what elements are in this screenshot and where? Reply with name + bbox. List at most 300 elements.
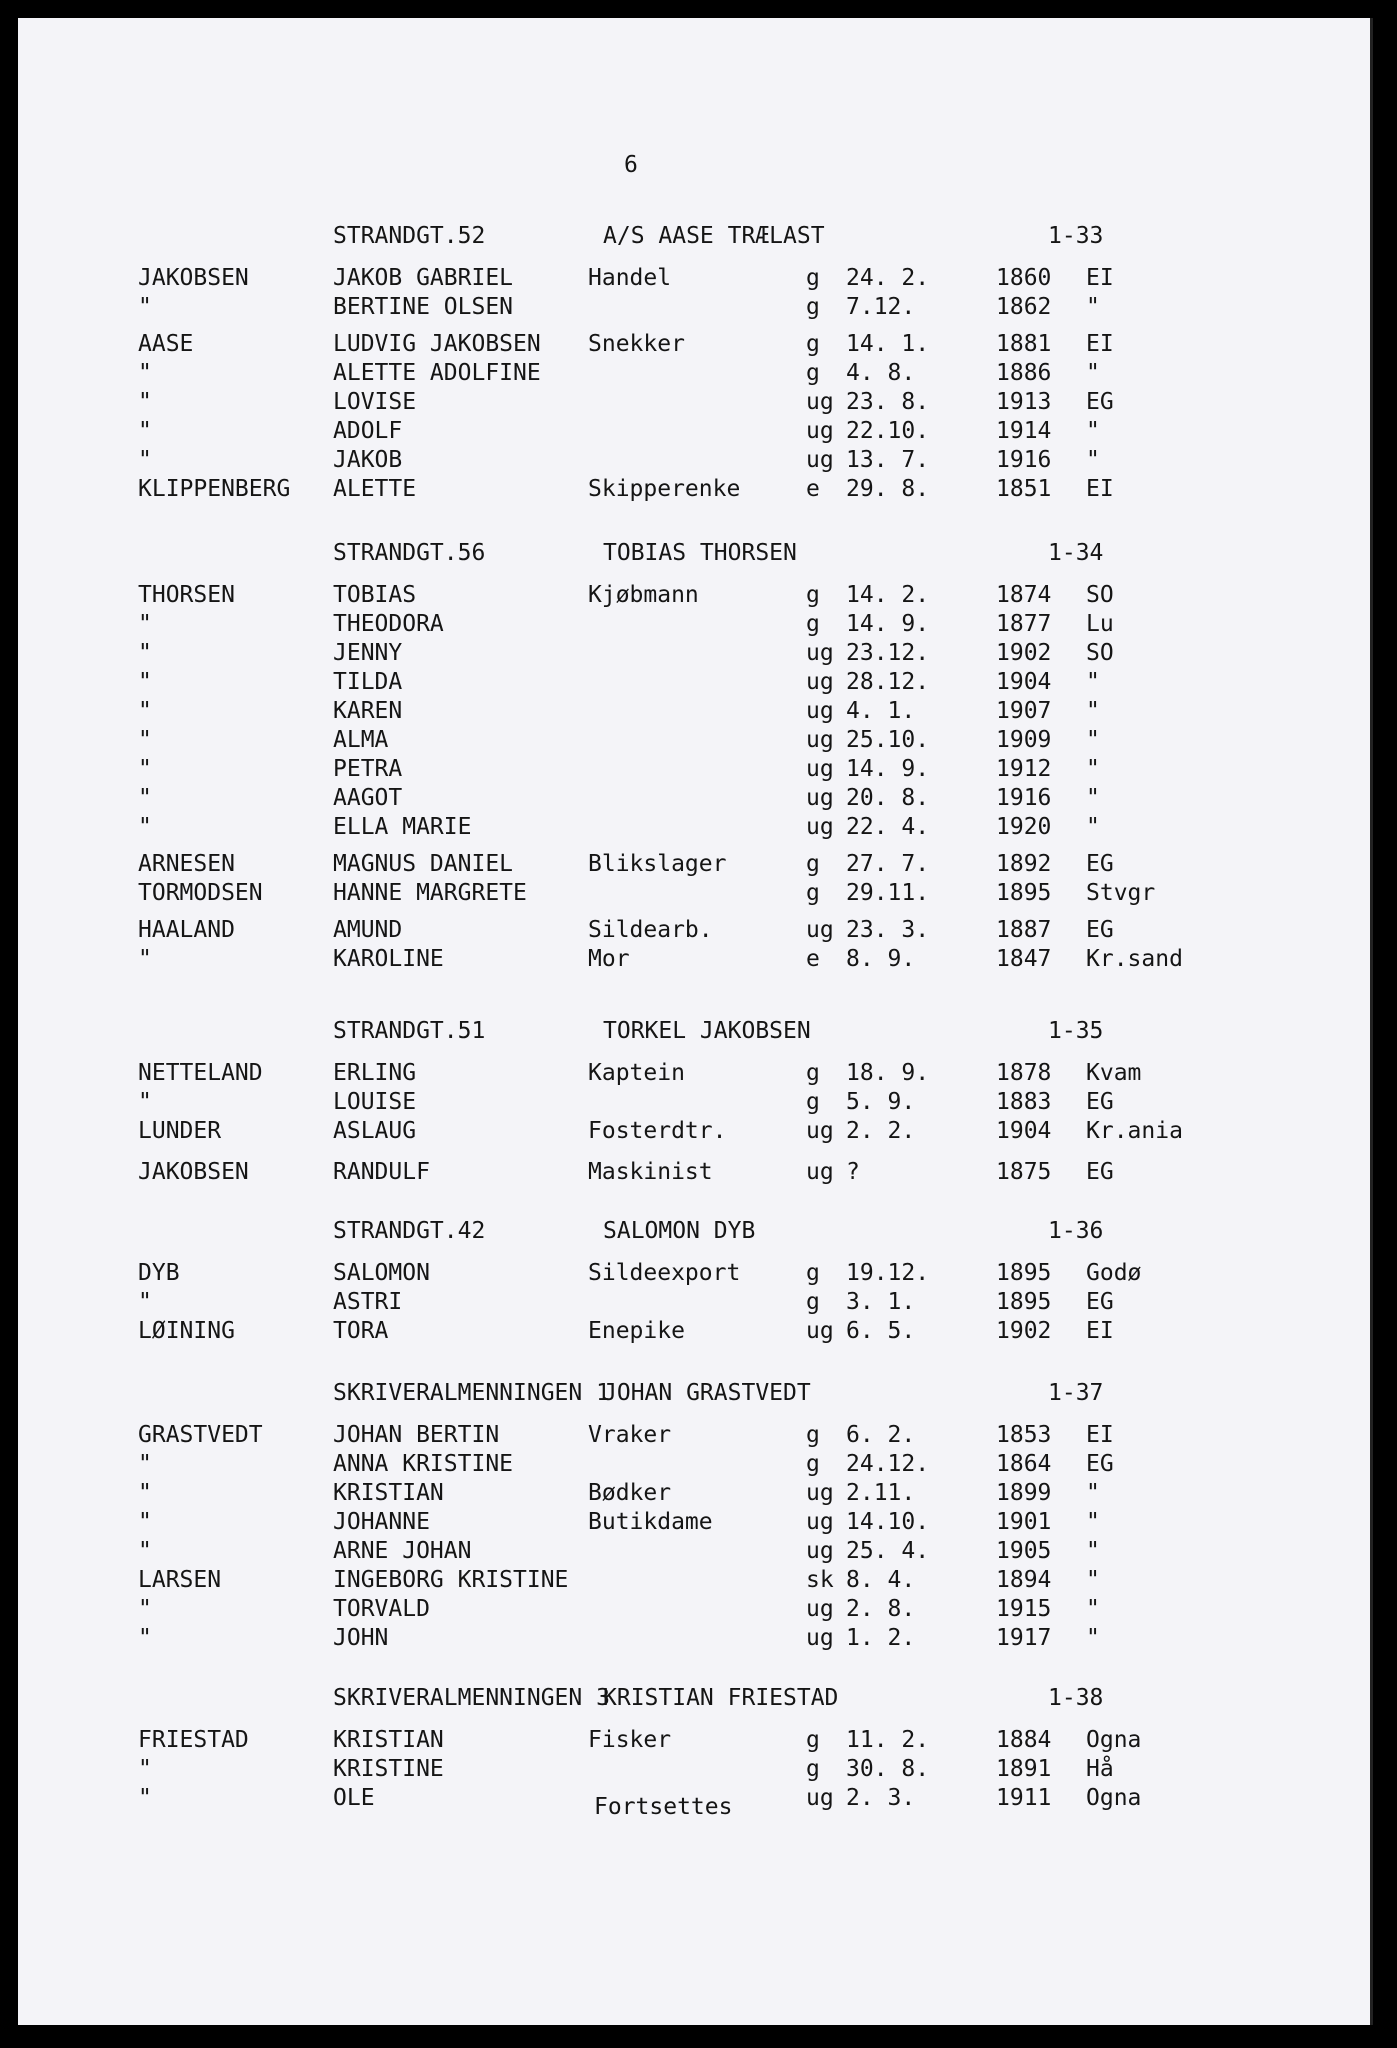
surname-cell: " [138,1509,152,1535]
date-cell: 22. 4. [846,814,930,840]
person-row [18,1089,1373,1117]
status-cell: ug [806,1785,834,1811]
date-cell: 13. 7. [846,447,930,473]
year-cell: 1884 [996,1727,1052,1753]
person-row [18,360,1373,388]
status-cell: ug [806,1480,834,1506]
surname-cell: " [138,360,152,386]
year-cell: 1851 [996,476,1052,502]
year-cell: 1862 [996,294,1052,320]
occupation-cell: Butikdame [588,1509,713,1535]
status-cell: g [806,1756,820,1782]
year-cell: 1892 [996,851,1052,877]
given-cell: JOHAN BERTIN [333,1422,500,1448]
place-cell: EI [1086,331,1114,357]
occupation-cell: Blikslager [588,851,727,877]
street-address: STRANDGT.42 [333,1218,486,1244]
surname-cell: " [138,1538,152,1564]
occupation-cell: Fosterdtr. [588,1118,727,1144]
property-owner: TORKEL JAKOBSEN [603,1018,811,1044]
year-cell: 1907 [996,698,1052,724]
status-cell: ug [806,1538,834,1564]
year-cell: 1894 [996,1567,1052,1593]
status-cell: e [806,946,820,972]
place-cell: " [1086,785,1100,811]
street-address: STRANDGT.52 [333,223,486,249]
place-cell: " [1086,360,1100,386]
status-cell: g [806,1289,820,1315]
status-cell: g [806,1260,820,1286]
place-cell: " [1086,1596,1100,1622]
person-row [18,669,1373,697]
surname-cell: LARSEN [138,1567,222,1593]
surname-cell: " [138,1625,152,1651]
surname-cell: " [138,640,152,666]
status-cell: ug [806,1318,834,1344]
person-row [18,389,1373,417]
date-cell: 4. 1. [846,698,916,724]
person-row [18,946,1373,974]
person-row [18,331,1373,359]
surname-cell: " [138,418,152,444]
date-cell: 27. 7. [846,851,930,877]
date-cell: 23. 8. [846,389,930,415]
status-cell: ug [806,447,834,473]
person-row [18,1756,1373,1784]
status-cell: ug [806,727,834,753]
status-cell: g [806,1422,820,1448]
date-cell: 23. 3. [846,917,930,943]
person-row [18,1451,1373,1479]
year-cell: 1902 [996,640,1052,666]
person-row [18,640,1373,668]
date-cell: 29.11. [846,880,930,906]
place-cell: EG [1086,1089,1114,1115]
given-cell: KRISTIAN [333,1727,444,1753]
surname-cell: ARNESEN [138,851,235,877]
status-cell: ug [806,1159,834,1185]
person-row [18,1567,1373,1595]
status-cell: ug [806,756,834,782]
place-cell: " [1086,1509,1100,1535]
person-row [18,1509,1373,1537]
occupation-cell: Mor [588,946,630,972]
year-cell: 1904 [996,1118,1052,1144]
given-cell: RANDULF [333,1159,430,1185]
given-cell: BERTINE OLSEN [333,294,514,320]
place-cell: Kr.ania [1086,1118,1183,1144]
year-cell: 1901 [996,1509,1052,1535]
occupation-cell: Maskinist [588,1159,713,1185]
person-row [18,814,1373,842]
property-owner: SALOMON DYB [603,1218,756,1244]
given-cell: LOUISE [333,1089,417,1115]
place-cell: " [1086,756,1100,782]
date-cell: 14. 2. [846,582,930,608]
person-row [18,727,1373,755]
place-cell: " [1086,669,1100,695]
surname-cell: LUNDER [138,1118,222,1144]
year-cell: 1895 [996,1260,1052,1286]
given-cell: ASTRI [333,1289,403,1315]
date-cell: 6. 2. [846,1422,916,1448]
person-row [18,1422,1373,1450]
register-ref: 1-33 [1048,223,1104,249]
year-cell: 1874 [996,582,1052,608]
surname-cell: NETTELAND [138,1060,263,1086]
given-cell: ASLAUG [333,1118,417,1144]
year-cell: 1853 [996,1422,1052,1448]
surname-cell: " [138,1480,152,1506]
surname-cell: " [138,1451,152,1477]
surname-cell: " [138,946,152,972]
street-address: SKRIVERALMENNINGEN 3 [333,1685,610,1711]
section-header [18,540,1373,568]
person-row [18,265,1373,293]
occupation-cell: Fisker [588,1727,672,1753]
given-cell: LOVISE [333,389,417,415]
given-cell: ANNA KRISTINE [333,1451,514,1477]
status-cell: g [806,331,820,357]
given-cell: AAGOT [333,785,403,811]
person-row [18,1538,1373,1566]
register-ref: 1-37 [1048,1380,1104,1406]
section-header [18,223,1373,251]
property-owner: A/S AASE TRÆLAST [603,223,825,249]
person-row [18,1596,1373,1624]
given-cell: JAKOB [333,447,403,473]
person-row [18,1318,1373,1346]
given-cell: TORA [333,1318,389,1344]
person-row [18,294,1373,322]
given-cell: KRISTINE [333,1756,444,1782]
date-cell: 11. 2. [846,1727,930,1753]
place-cell: SO [1086,640,1114,666]
person-row [18,447,1373,475]
given-cell: AMUND [333,917,403,943]
place-cell: EG [1086,1289,1114,1315]
status-cell: ug [806,1625,834,1651]
year-cell: 1878 [996,1060,1052,1086]
date-cell: 20. 8. [846,785,930,811]
place-cell: Godø [1086,1260,1142,1286]
place-cell: " [1086,727,1100,753]
status-cell: g [806,851,820,877]
date-cell: 24.12. [846,1451,930,1477]
occupation-cell: Kaptein [588,1060,685,1086]
given-cell: JAKOB GABRIEL [333,265,514,291]
given-cell: KAREN [333,698,403,724]
given-cell: LUDVIG JAKOBSEN [333,331,541,357]
person-row [18,1480,1373,1508]
given-cell: MAGNUS DANIEL [333,851,514,877]
person-row [18,611,1373,639]
surname-cell: " [138,756,152,782]
year-cell: 1895 [996,880,1052,906]
place-cell: EG [1086,389,1114,415]
place-cell: Ogna [1086,1727,1142,1753]
street-address: SKRIVERALMENNINGEN 1 [333,1380,610,1406]
surname-cell: HAALAND [138,917,235,943]
status-cell: g [806,265,820,291]
place-cell: " [1086,447,1100,473]
property-owner: KRISTIAN FRIESTAD [603,1685,839,1711]
surname-cell: " [138,447,152,473]
section-header [18,1218,1373,1246]
date-cell: 14. 1. [846,331,930,357]
surname-cell: TORMODSEN [138,880,263,906]
date-cell: 25.10. [846,727,930,753]
person-row [18,1118,1373,1146]
surname-cell: " [138,1785,152,1811]
property-owner: TOBIAS THORSEN [603,540,797,566]
surname-cell: AASE [138,331,194,357]
year-cell: 1905 [996,1538,1052,1564]
page-number: 6 [624,152,638,178]
status-cell: ug [806,418,834,444]
surname-cell: " [138,1289,152,1315]
year-cell: 1895 [996,1289,1052,1315]
person-row [18,476,1373,504]
year-cell: 1917 [996,1625,1052,1651]
street-address: STRANDGT.56 [333,540,486,566]
given-cell: ERLING [333,1060,417,1086]
surname-cell: " [138,611,152,637]
given-cell: ALETTE [333,476,417,502]
place-cell: " [1086,294,1100,320]
date-cell: 4. 8. [846,360,916,386]
place-cell: EG [1086,1159,1114,1185]
date-cell: 14. 9. [846,756,930,782]
year-cell: 1860 [996,265,1052,291]
person-row [18,880,1373,908]
place-cell: Hå [1086,1756,1114,1782]
date-cell: 30. 8. [846,1756,930,1782]
year-cell: 1877 [996,611,1052,637]
year-cell: 1913 [996,389,1052,415]
date-cell: 3. 1. [846,1289,916,1315]
place-cell: EI [1086,1422,1114,1448]
date-cell: 14.10. [846,1509,930,1535]
given-cell: PETRA [333,756,403,782]
date-cell: 8. 4. [846,1567,916,1593]
status-cell: ug [806,1509,834,1535]
given-cell: INGEBORG KRISTINE [333,1567,569,1593]
status-cell: ug [806,785,834,811]
occupation-cell: Vraker [588,1422,672,1448]
date-cell: 29. 8. [846,476,930,502]
surname-cell: KLIPPENBERG [138,476,291,502]
surname-cell: LØINING [138,1318,235,1344]
place-cell: " [1086,1625,1100,1651]
year-cell: 1916 [996,447,1052,473]
status-cell: ug [806,698,834,724]
place-cell: Ogna [1086,1785,1142,1811]
year-cell: 1920 [996,814,1052,840]
status-cell: ug [806,1596,834,1622]
person-row [18,1260,1373,1288]
date-cell: 8. 9. [846,946,916,972]
date-cell: 19.12. [846,1260,930,1286]
given-cell: ELLA MARIE [333,814,472,840]
given-cell: THEODORA [333,611,444,637]
given-cell: SALOMON [333,1260,430,1286]
date-cell: 2. 8. [846,1596,916,1622]
year-cell: 1886 [996,360,1052,386]
surname-cell: FRIESTAD [138,1727,249,1753]
surname-cell: " [138,698,152,724]
status-cell: g [806,582,820,608]
date-cell: 23.12. [846,640,930,666]
status-cell: g [806,880,820,906]
year-cell: 1875 [996,1159,1052,1185]
surname-cell: " [138,785,152,811]
year-cell: 1883 [996,1089,1052,1115]
status-cell: ug [806,1118,834,1144]
occupation-cell: Enepike [588,1318,685,1344]
given-cell: OLE [333,1785,375,1811]
place-cell: EG [1086,1451,1114,1477]
occupation-cell: Sildeexport [588,1260,741,1286]
person-row [18,418,1373,446]
given-cell: TOBIAS [333,582,417,608]
given-cell: ARNE JOHAN [333,1538,472,1564]
year-cell: 1899 [996,1480,1052,1506]
date-cell: 5. 9. [846,1089,916,1115]
person-row [18,917,1373,945]
place-cell: " [1086,698,1100,724]
person-row [18,1727,1373,1755]
occupation-cell: Skipperenke [588,476,741,502]
year-cell: 1915 [996,1596,1052,1622]
register-ref: 1-34 [1048,540,1104,566]
place-cell: EI [1086,476,1114,502]
date-cell: 2. 2. [846,1118,916,1144]
place-cell: Kr.sand [1086,946,1183,972]
occupation-cell: Bødker [588,1480,672,1506]
given-cell: HANNE MARGRETE [333,880,527,906]
status-cell: g [806,1060,820,1086]
person-row [18,582,1373,610]
surname-cell: THORSEN [138,582,235,608]
section-header [18,1018,1373,1046]
given-cell: ALETTE ADOLFINE [333,360,541,386]
surname-cell: GRASTVEDT [138,1422,263,1448]
status-cell: g [806,1089,820,1115]
year-cell: 1914 [996,418,1052,444]
date-cell: 14. 9. [846,611,930,637]
status-cell: ug [806,669,834,695]
date-cell: 7.12. [846,294,916,320]
year-cell: 1881 [996,331,1052,357]
surname-cell: JAKOBSEN [138,265,249,291]
surname-cell: JAKOBSEN [138,1159,249,1185]
place-cell: EG [1086,851,1114,877]
register-ref: 1-35 [1048,1018,1104,1044]
status-cell: g [806,1727,820,1753]
year-cell: 1864 [996,1451,1052,1477]
surname-cell: " [138,294,152,320]
person-row [18,851,1373,879]
person-row [18,1625,1373,1653]
given-cell: TILDA [333,669,403,695]
date-cell: 25. 4. [846,1538,930,1564]
given-cell: ADOLF [333,418,403,444]
person-row [18,698,1373,726]
date-cell: 1. 2. [846,1625,916,1651]
status-cell: g [806,611,820,637]
place-cell: SO [1086,582,1114,608]
surname-cell: " [138,389,152,415]
given-cell: TORVALD [333,1596,430,1622]
date-cell: 22.10. [846,418,930,444]
place-cell: " [1086,1480,1100,1506]
status-cell: ug [806,389,834,415]
occupation-cell: Sildearb. [588,917,713,943]
given-cell: JOHN [333,1625,389,1651]
given-cell: KAROLINE [333,946,444,972]
occupation-cell: Snekker [588,331,685,357]
document-page [18,18,1373,2025]
section-header [18,1380,1373,1408]
continued-note: Fortsettes [594,1794,733,1820]
surname-cell: " [138,814,152,840]
year-cell: 1904 [996,669,1052,695]
person-row [18,756,1373,784]
given-cell: ALMA [333,727,389,753]
status-cell: g [806,294,820,320]
person-row [18,785,1373,813]
date-cell: ? [846,1159,860,1185]
place-cell: " [1086,1567,1100,1593]
year-cell: 1916 [996,785,1052,811]
status-cell: sk [806,1567,834,1593]
year-cell: 1912 [996,756,1052,782]
place-cell: EI [1086,265,1114,291]
place-cell: Stvgr [1086,880,1156,906]
status-cell: e [806,476,820,502]
occupation-cell: Kjøbmann [588,582,699,608]
person-row [18,1159,1373,1187]
place-cell: " [1086,1538,1100,1564]
status-cell: g [806,360,820,386]
year-cell: 1887 [996,917,1052,943]
status-cell: g [806,1451,820,1477]
place-cell: EG [1086,917,1114,943]
given-cell: KRISTIAN [333,1480,444,1506]
given-cell: JENNY [333,640,403,666]
year-cell: 1891 [996,1756,1052,1782]
place-cell: " [1086,418,1100,444]
register-ref: 1-38 [1048,1685,1104,1711]
place-cell: " [1086,814,1100,840]
year-cell: 1847 [996,946,1052,972]
date-cell: 28.12. [846,669,930,695]
surname-cell: " [138,1089,152,1115]
place-cell: Lu [1086,611,1114,637]
register-ref: 1-36 [1048,1218,1104,1244]
date-cell: 2.11. [846,1480,916,1506]
surname-cell: " [138,669,152,695]
section-header [18,1685,1373,1713]
place-cell: EI [1086,1318,1114,1344]
street-address: STRANDGT.51 [333,1018,486,1044]
person-row [18,1060,1373,1088]
year-cell: 1911 [996,1785,1052,1811]
date-cell: 6. 5. [846,1318,916,1344]
status-cell: ug [806,640,834,666]
surname-cell: " [138,727,152,753]
